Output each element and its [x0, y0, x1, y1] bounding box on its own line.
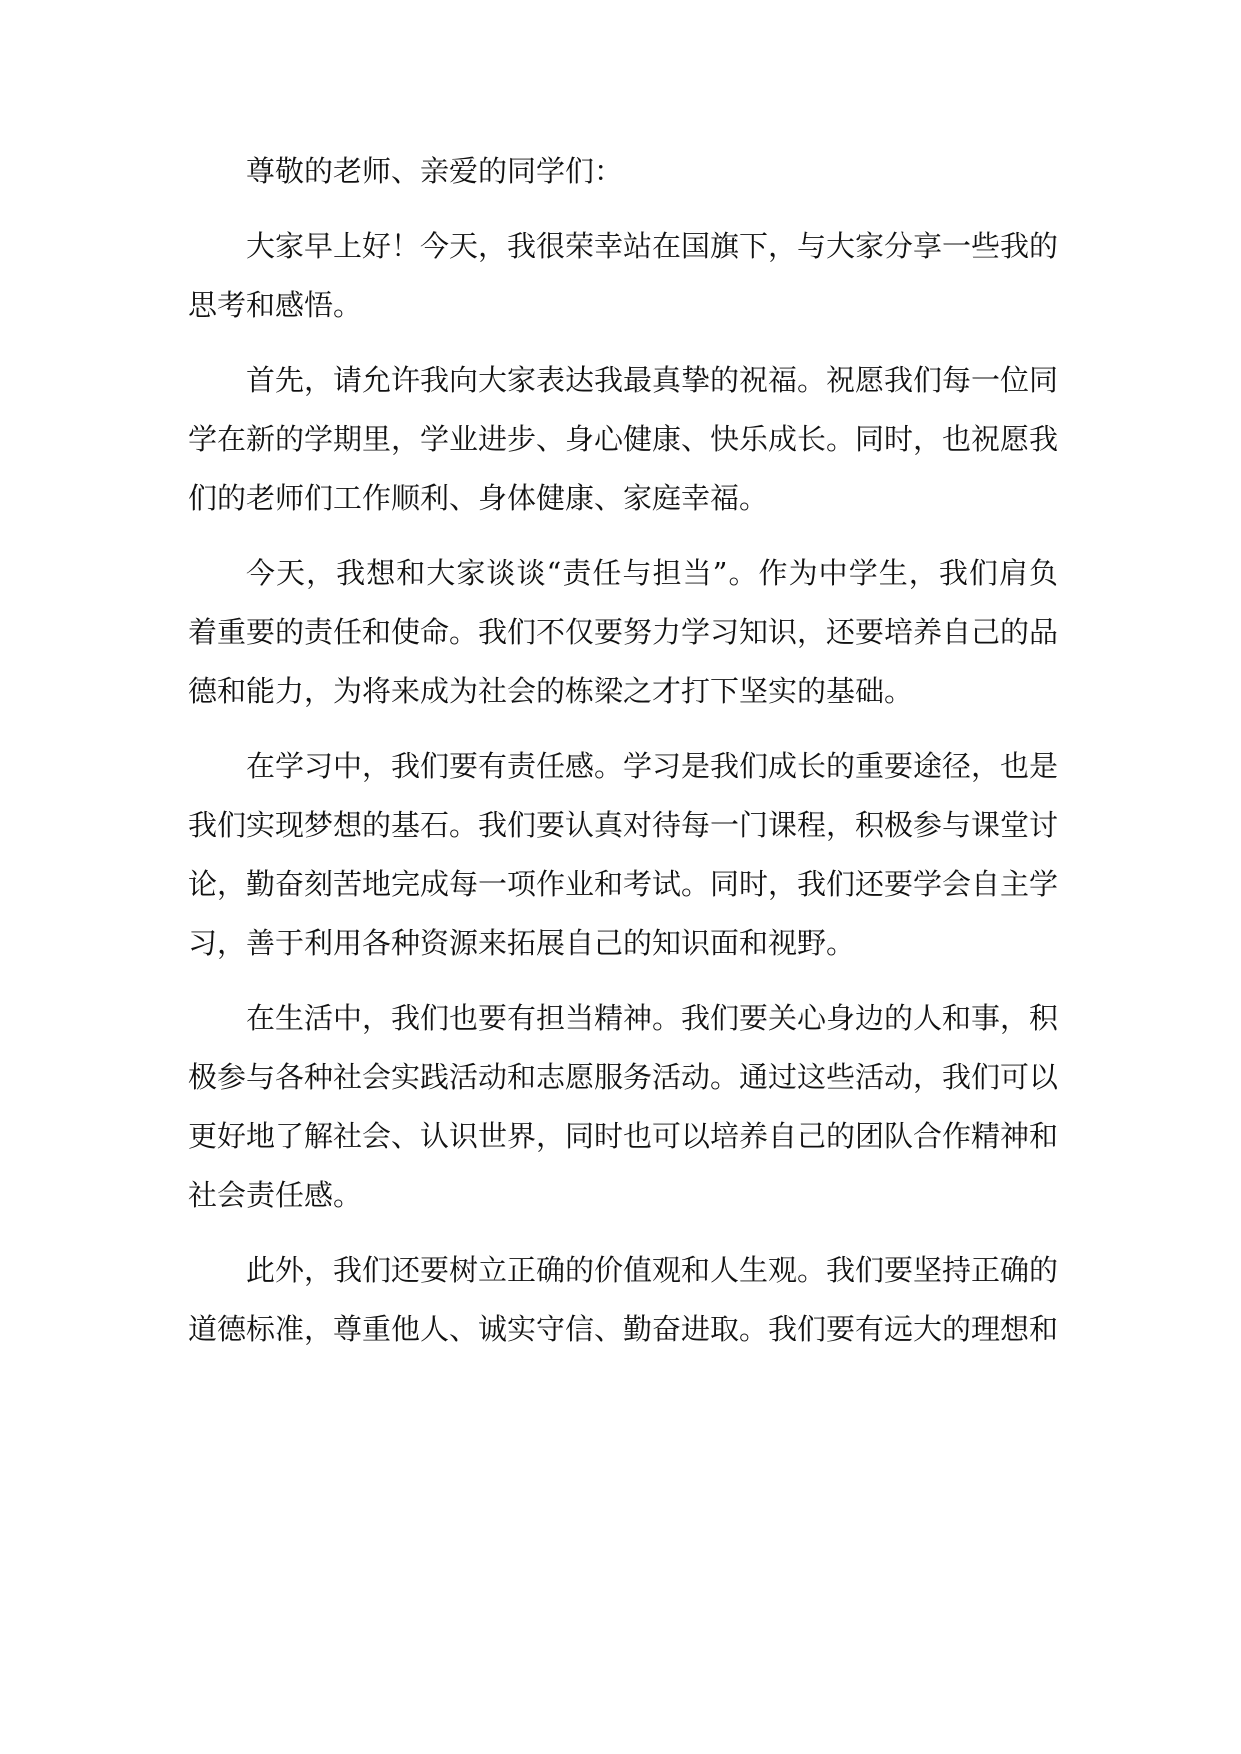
- paragraph-values: 此外，我们还要树立正确的价值观和人生观。我们要坚持正确的道德标准，尊重他人、诚实守信、勤奋进取。我们要有远大的理想和: [188, 1253, 1059, 1346]
- paragraph-life: 在生活中，我们也要有担当精神。我们要关心身边的人和事，积极参与各种社会实践活动和志愿服务活动。通过这些活动，我们可以更好地了解社会、认识世界，同时也可以培养自己的团队合作精神和社会责任感。: [188, 1001, 1059, 1212]
- paragraph-responsibility: 今天，我想和大家谈谈“责任与担当”。作为中学生，我们肩负着重要的责任和使命。我们不仅要努力学习知识，还要培养自己的品德和能力，为将来成为社会的栋梁之才打下坚实的基础。: [188, 556, 1059, 708]
- salutation: 尊敬的老师、亲爱的同学们：: [246, 154, 624, 188]
- paragraph-greeting: 大家早上好！今天，我很荣幸站在国旗下，与大家分享一些我的思考和感悟。: [188, 229, 1059, 322]
- speech-body: [188, 142, 1058, 1359]
- paragraph-study: 在学习中，我们要有责任感。学习是我们成长的重要途径，也是我们实现梦想的基石。我们要认真对待每一门课程，积极参与课堂讨论，勤奋刻苦地完成每一项作业和考试。同时，我们还要学会自主学习，善于利用各种资源来拓展自己的知识面和视野。: [188, 749, 1059, 960]
- paragraph-blessing: 首先，请允许我向大家表达我最真挚的祝福。祝愿我们每一位同学在新的学期里，学业进步、身心健康、快乐成长。同时，也祝愿我们的老师们工作顺利、身体健康、家庭幸福。: [188, 363, 1059, 515]
